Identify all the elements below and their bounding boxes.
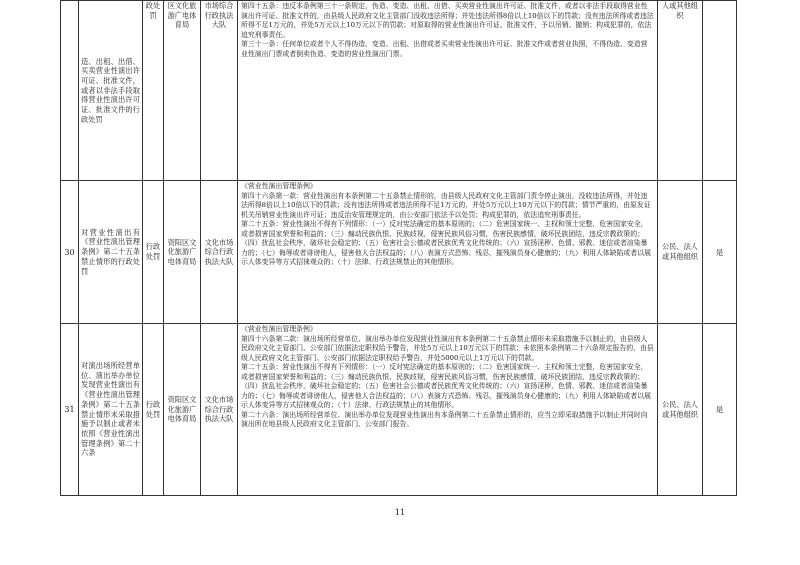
basis-paragraph: 第四十六条第二款：演出场所经营单位、演出举办单位发现营业性演出有本条例第二十五条禁止情形未采取措施予以制止的，由县级人民政府文化主管部门、公安部门依据法定职权给予警告，并处5万元以上10万元以下的罚款；未依照本条例第二十六条规定报告的，由县级人民政府文化主管部门、公安部门依据法定职权给予警告，并处5000元以上1万元以下的罚款。 — [241, 334, 654, 362]
item-enforcer: 文化市场综合行政执法大队 — [201, 181, 238, 324]
basis-paragraph: 第二十六条：演出场所经营单位、演出举办单位发现营业性演出有本条例第二十五条禁止情形的，应当立即采取措施予以制止并同时向演出所在地县级人民政府文化主管部门、公安部门报告。 — [241, 410, 648, 429]
legal-basis — [238, 181, 658, 324]
item-dept: 资阳区文化旅游广电体育局 — [164, 324, 201, 496]
item-name: 对演出场所经营单位、演出举办单位发现营业性演出有《营业性演出管理条例》第二十五条禁止情形未采取措施予以制止或者未依照《营业性演出管理条例》第二十六条 — [79, 324, 143, 496]
item-name: 对营业性演出有《营业性演出管理条例》第二十五条禁止情形的行政处罚 — [79, 181, 143, 324]
item-subject: 公民、法人或其他组织 — [658, 324, 703, 496]
basis-paragraph: 第二十五条：营业性演出不得有下列情形：（一）反对宪法确定的基本原则的；（二）危害国家统一、主权和领土完整，危害国家安全，或者损害国家荣誉和利益的；（三）煽动民族仇恨、民族歧视，侵害民族风俗习惯，伤害民族感情，破坏民族团结，违反宗教政策的；（四）扰乱社会秩序，破坏社会稳定的；（五）危害社会公德或者民族优秀文化传统的；（六）宣扬淫秽、色情、邪教、迷信或者渲染暴力的；（七）侮辱或者诽谤他人，侵害他人合法权益的；（八）表演方式恐怖、残忍，摧残演员身心健康的；（九）利用人体缺陷或者以展示人体变异等方式招徕观众的；（十）法律、行政法规禁止的其他情形。 — [241, 363, 651, 410]
basis-paragraph: 第四十五条：违反本条例第三十一条规定，伪造、变造、出租、出借、买卖营业性演出许可证、批准文件，或者以非法手段取得营业性演出许可证、批准文件的，由县级人民政府文化主管部门没收违法所得；并处违法所得8倍以上10倍以下的罚款；没有违法所得或者违法所得不足1万元的，并处5万元以上10万元以下的罚款；对原取得的营业性演出许可证、批准文件，予以吊销、撤销；构成犯罪的，依法追究刑事责任。 — [241, 2, 654, 39]
legal-basis — [238, 324, 658, 496]
table-row — [61, 181, 737, 324]
legal-basis — [238, 1, 658, 181]
table-row — [61, 1, 737, 181]
item-enforcer: 市场综合行政执法大队 — [201, 1, 238, 181]
item-subject: 人或其他组织 — [658, 1, 703, 181]
item-type: 行政处罚 — [143, 181, 164, 324]
item-enforcer: 文化市场综合行政执法大队 — [201, 324, 238, 496]
row-seq: 31 — [61, 324, 79, 496]
item-mark — [703, 1, 737, 181]
item-mark: 是 — [703, 324, 737, 496]
basis-paragraph: 第四十六条第一款：营业性演出有本条例第二十五条禁止情形的，由县级人民政府文化主管部门责令停止演出，没收违法所得，并处违法所得8倍以上10倍以下的罚款；没有违法所得或者违法所得不足1万元的，并处5万元以上10万元以下的罚款；情节严重的，由原发证机关吊销营业性演出许可证；违反治安管理规定的，由公安部门依法予以处罚；构成犯罪的，依法追究刑事责任。 — [241, 191, 651, 219]
item-mark: 是 — [703, 181, 737, 324]
row-seq: 30 — [61, 181, 79, 324]
item-subject: 公民、法人或其他组织 — [658, 181, 703, 324]
page-number: 11 — [394, 508, 406, 517]
basis-paragraph: 《营业性演出管理条例》 — [241, 182, 317, 190]
basis-paragraph: 《营业性演出管理条例》 — [241, 325, 317, 333]
item-type: 行政处罚 — [143, 324, 164, 496]
item-type: 政处罚 — [143, 1, 164, 181]
item-name: 造、出租、出借、买卖营业性演出许可证、批准文件，或者以非法手段取得营业性演出许可证、批准文件的行政处罚 — [79, 1, 143, 181]
row-seq — [61, 1, 79, 181]
item-dept: 区文化旅游广电体育局 — [164, 1, 201, 181]
basis-paragraph: 第二十五条：营业性演出不得有下列情形：（一）反对宪法确定的基本原则的；（二）危害国家统一、主权和领土完整，危害国家安全，或者损害国家荣誉和利益的；（三）煽动民族仇恨、民族歧视，侵害民族风俗习惯，伤害民族感情，破坏民族团结，违反宗教政策的；（四）扰乱社会秩序，破坏社会稳定的；（五）危害社会公德或者民族优秀文化传统的；（六）宣扬淫秽、色情、邪教、迷信或者渲染暴力的；（七）侮辱或者诽谤他人，侵害他人合法权益的；（八）表演方式恐怖、残忍，摧残演员身心健康的；（九）利用人体缺陷或者以展示人体变异等方式招徕观众的；（十）法律、行政法规禁止的其他情形。 — [241, 220, 651, 267]
basis-paragraph: 第三十一条：任何单位或者个人不得伪造、变造、出租、出借或者买卖营业性演出许可证、批准文件或者营业执照，不得伪造、变造营业性演出门票或者倒卖伪造、变造的营业性演出门票。 — [241, 40, 648, 58]
regulation-table — [60, 0, 737, 496]
item-dept: 资阳区文化旅游广电体育局 — [164, 181, 201, 324]
table-row — [61, 324, 737, 496]
